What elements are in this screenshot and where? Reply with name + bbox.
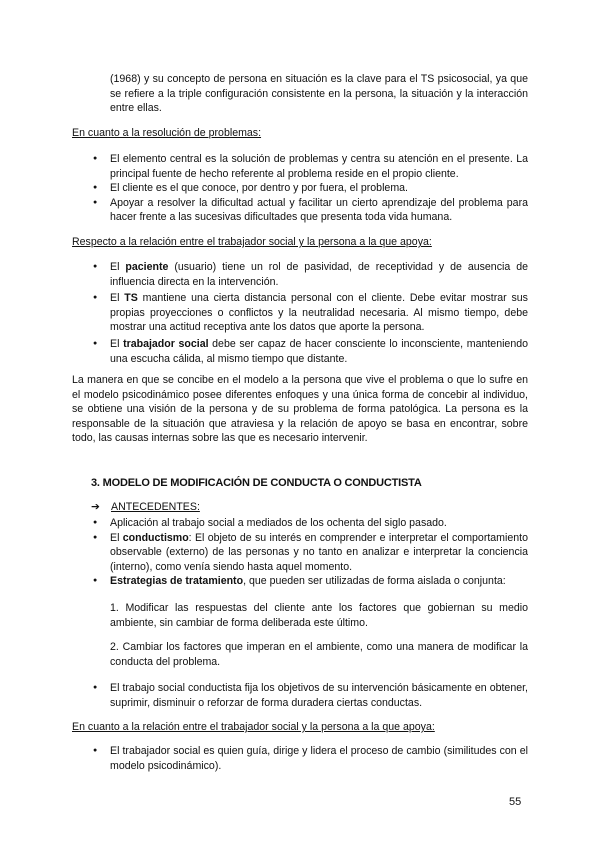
section-title-behavioral-model: 3. MODELO DE MODIFICACIÓN DE CONDUCTA O CONDUCTISTA (91, 477, 422, 489)
page-number: 55 (509, 796, 522, 808)
relationship-list-2 (90, 744, 528, 773)
list-item: ● El elemento central es la solución de problemas y centra su atención en el presente. La principal fuente de hecho referente al problema reside en el propio cliente. (90, 152, 528, 181)
problem-resolution-list (90, 152, 528, 225)
list-item: ● El TS mantiene una cierta distancia personal con el cliente. Debe evitar mostrar sus propias proyecciones o conflictos y la neutralidad necesaria. Al mismo tiempo, debe mostrar una actitud receptiva ante los datos que aporte la persona. (90, 291, 528, 335)
list-item: ● Estrategias de tratamiento, que pueden ser utilizadas de forma aislada o conjunta: (90, 574, 528, 589)
antecedentes-list (90, 516, 528, 589)
list-item: ● El trabajo social conductista fija los objetivos de su intervención básicamente en obtener, suprimir, disminuir o reforzar de forma duradera ciertas conductas. (90, 681, 528, 710)
relationship-list (90, 260, 528, 368)
intro-paragraph: (1968) y su concepto de persona en situación es la clave para el TS psicosocial, ya que se refiere a la triple configuración consistente en la persona, la situación y la interacción entre ellas. (110, 73, 528, 115)
list-item: ● El conductismo: El objeto de su interés en comprender e interpretar el comportamiento observable (externo) de las personas y no tanto en analizar e interpretar la conciencia (interno), como venía siendo hasta aquel momento. (90, 531, 528, 575)
section-heading-relationship-2: En cuanto a la relación entre el trabajador social y la persona a la que apoya: (72, 721, 435, 733)
arrow-right-icon: ➔ (91, 501, 100, 513)
list-item: ● El paciente (usuario) tiene un rol de pasividad, de receptividad y de ausencia de influencia directa en la intervención. (90, 260, 528, 289)
list-item: ● El cliente es el que conoce, por dentro y por fuera, el problema. (90, 181, 528, 196)
section-heading-relationship: Respecto a la relación entre el trabajador social y la persona a la que apoya: (72, 236, 432, 248)
list-item: ● Apoyar a resolver la dificultad actual y facilitar un cierto aprendizaje del problema para hacer frente a las sucesivas dificultades que presenta toda vida humana. (90, 196, 528, 225)
list-item: ● El trabajador social es quien guía, dirige y lidera el proceso de cambio (similitudes con el modelo psicodinámico). (90, 744, 528, 773)
body-paragraph: La manera en que se concibe en el modelo a la persona que vive el problema o que lo sufre en el modelo psicodinámico posee diferentes enfoques y una única forma de concebir al individuo, se obtiene una visión de la persona y de su problema de forma patológica. La persona es la responsable de la situación que atraviesa y la relación de apoyo se basa en encontrar, sobre todo, las causas internas sobre las que es necesario intervenir. (72, 374, 528, 445)
antecedentes-label: ➔ ANTECEDENTES: (91, 501, 200, 513)
strategy-2: 2. Cambiar los factores que imperan en el ambiente, como una manera de modificar la conducta del problema. (110, 641, 528, 668)
list-item: ● El trabajador social debe ser capaz de hacer consciente lo inconsciente, manteniendo una escucha cálida, al mismo tiempo que distante. (90, 337, 528, 366)
behavioral-objectives-list (90, 681, 528, 710)
list-item: ● Aplicación al trabajo social a mediados de los ochenta del siglo pasado. (90, 516, 528, 531)
strategy-1: 1. Modificar las respuestas del cliente ante los factores que gobiernan su medio ambiente, sin cambiar de forma deliberada este último. (110, 602, 528, 629)
section-heading-problem-resolution: En cuanto a la resolución de problemas: (72, 127, 262, 139)
